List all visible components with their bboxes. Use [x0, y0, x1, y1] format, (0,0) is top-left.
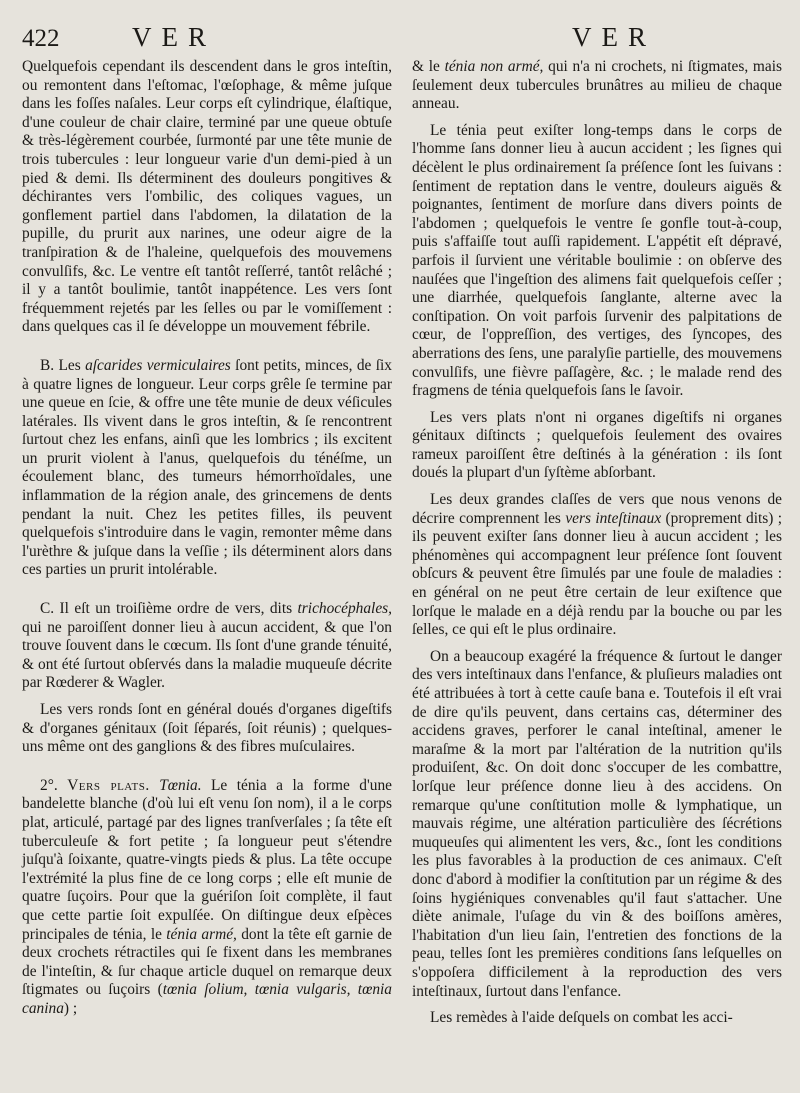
left-column [22, 58, 392, 1036]
paragraph: Le ténia peut exiſter long-temps dans le corps de l'homme ſans donner lieu à aucun accident ; les ſignes qui décèlent le plus ordinairement ſa préſence ſont les ſuivans : ſentiment de reptation dans le ventre, douleurs aiguës & poignantes, ſentiment de morſure dans divers points de l'abdomen ; quelquefois le ventre ſe gonfle tout-à-coup, puis s'affaiſſe tout auſſi rapidement. L'appétit eſt dépravé, parfois il ſurvient une véritable boulimie : on obſerve des nauſées que l'ingeſtion des alimens fait quelquefois ceſſer ; une diarrhée, quelquefois ſanglante, alterne avec la conſtipation. On voit parfois ſurvenir des palpitations de cœur, de l'oppreſſion, des vertiges, des ſyncopes, des aberrations des ſens, une paralyſie partielle, des mouvemens convulſifs, une fièvre paſſagère, &c. ; le malade rend des fragmens de ténia quelquefois ſans le ſavoir. [412, 121, 782, 400]
text-columns [22, 58, 782, 1036]
paragraph: Les remèdes à l'aide deſquels on combat les acci- [430, 1009, 733, 1027]
paragraph: On a beaucoup exagéré la fréquence & ſurtout le danger des vers inteſtinaux dans l'enfance, & pluſieurs maladies ont été attribuées à tort à cette cauſe bana e. Toutefois il eſt vrai de dire qu'ils peuvent, dans certains cas, déterminer des accidens graves, perforer le canal inteſtinal, amener le maraſme & la mort par l'altération de la nutrition qu'ils produiſent, &c. On doit donc s'occuper de les combattre, lorſque leur préſence donne lieu à des accidens. On remarque qu'une conſtitution molle & lymphatique, un mauvais régime, une altération particulière des ſécrétions muqueuſes qui alimentent les vers, &c., ſont les conditions les plus favorables à la production de ces animaux. C'eſt donc d'abord à modifier la conſtitution par un régime & des ſoins hygiéniques convenables qu'il faut s'attacher. Une diète animale, l'uſage du vin & des boiſſons amères, l'habitation d'un lieu ſain, l'entretien des fonctions de la peau, telles ſont les premières conditions ſans leſquelles on s'oppoſera difficilement à la reproduction des vers inteſtinaux, ſurtout dans l'enfance. [412, 647, 782, 1000]
paragraph: C. Il eſt un troiſième ordre de vers, dits trichocéphales, qui ne paroiſſent donner lieu à aucun accident, & que l'on trouve ſouvent dans le cœcum. Ils ſont d'une grande ténuité, & ont été ſurtout obſervés dans la maladie muqueuſe décrite par Rœderer & Wagler. [22, 600, 392, 692]
paragraph: Les deux grandes claſſes de vers que nous venons de décrire comprennent les vers inteſtinaux (proprement dits) ; ils peuvent exiſter ſans donner lieu à aucun accident ; les phénomènes qui accompagnent leur préſence ſont ſouvent obſcurs & peuvent être ſimulés par une foule de maladies : en général on ne peut être certain de leur exiſtence que lorſque le malade en a déjà rendu par la bouche ou par les ſelles, ce qui eſt le plus ordinaire. [412, 491, 783, 639]
running-title-left: VER [132, 22, 216, 52]
page-number: 422 [22, 25, 60, 52]
running-title-right: VER [572, 22, 656, 52]
paragraph: & le ténia non armé, qui n'a ni crochets, ni ſtigmates, mais ſeulement deux tubercules brunâtres au milieu de chaque anneau. [412, 58, 782, 113]
section-heading: Vers plats. [67, 776, 150, 794]
paragraph: Les vers ronds ſont en général doués d'organes digeſtifs & d'organes génitaux (ſoit ſéparés, ſoit réunis) ; quelques-uns même ont des ganglions & des fibres muſculaires. [22, 701, 392, 756]
paragraph: B. Les aſcarides vermiculaires ſont petits, minces, de ſix à quatre lignes de longueur. Leur corps grêle ſe termine par une queue en ſcie, & offre une tête munie de deux véſicules latérales. Ils vivent dans le gros inteſtin, & ſe rencontrent ſurtout chez les enfans, ainſi que les lombrics ; ils excitent un prurit violent à l'anus, quelquefois du ténéſme, un écoulement blanc, des tumeurs hémorrhoïdales, une inflammation de la région anale, des grincemens de dents pendant la nuit. Chez les petites filles, ils peuvent quelquefois s'introduire dans le vagin, remonter même dans l'urèthre & juſque dans la veſſie ; ils déterminent alors dans ces parties un prurit intolérable. [22, 356, 393, 579]
paragraph: Quelquefois cependant ils descendent dans le gros inteſtin, ou remontent dans l'eſtomac, l'œſophage, & même juſque dans les foſſes naſales. Leur corps eſt cylindrique, élaſtique, d'une couleur de chair claire, terminé par une queue obtuſe & très-légèrement courbée, ſurmonté par une tête munie de trois tubercules : leur longueur varie d'un demi-pied à un pied & demi. Ils déterminent des douleurs pongitives & déchirantes vers l'ombilic, des coliques vagues, un gonflement partiel dans l'abdomen, la dilatation de la pupille, du prurit aux narines, une odeur aigre de la tranſpiration & de l'haleine, quelquefois des mouvemens convulſifs, &c. Le ventre eſt tantôt reſſerré, tantôt relâché ; il y a tantôt boulimie, tantôt inappétence. Les vers ſont fréquemment rejetés par les ſelles ou par le vomiſſement : dans quelques cas il ſe développe un mouvement fébrile. [22, 58, 392, 336]
paragraph: Les vers plats n'ont ni organes digeſtifs ni organes génitaux diſtincts ; quelquefois ſeulement des ovaires rameux paroiſſent être deſtinés à la génération : ils ſont doués la plupart d'un ſyſtème abſorbant. [412, 408, 782, 482]
section-paragraph: 2°. Vers plats. Tœnia. Le ténia a la forme d'une bandelette blanche (d'où lui eſt venu ſon nom), il a le corps plat, articulé, partagé par des lignes tranſverſales ; ſa tête eſt tuberculeuſe & fort petite ; ſa longueur peut s'étendre juſqu'à ſoixante, quatre-vingts pieds & plus. La tête occupe l'extrémité la plus fine de ce long corps ; elle eſt munie de quatre ſuçoirs. Pour que la guériſon ſoit complète, il faut que cette partie ſoit expulſée. On diſtingue deux eſpèces principales de ténia, le ténia armé, dont la tête eſt garnie de deux crochets rétractiles qui ſe fixent dans les membranes de l'inteſtin, & ſur chaque article duquel on remarque deux ſtigmates ou ſuçoirs (tœnia ſolium, tœnia vulgaris, tœnia canina) ; [22, 776, 392, 1017]
right-column [412, 58, 782, 1036]
page-header [22, 22, 782, 58]
